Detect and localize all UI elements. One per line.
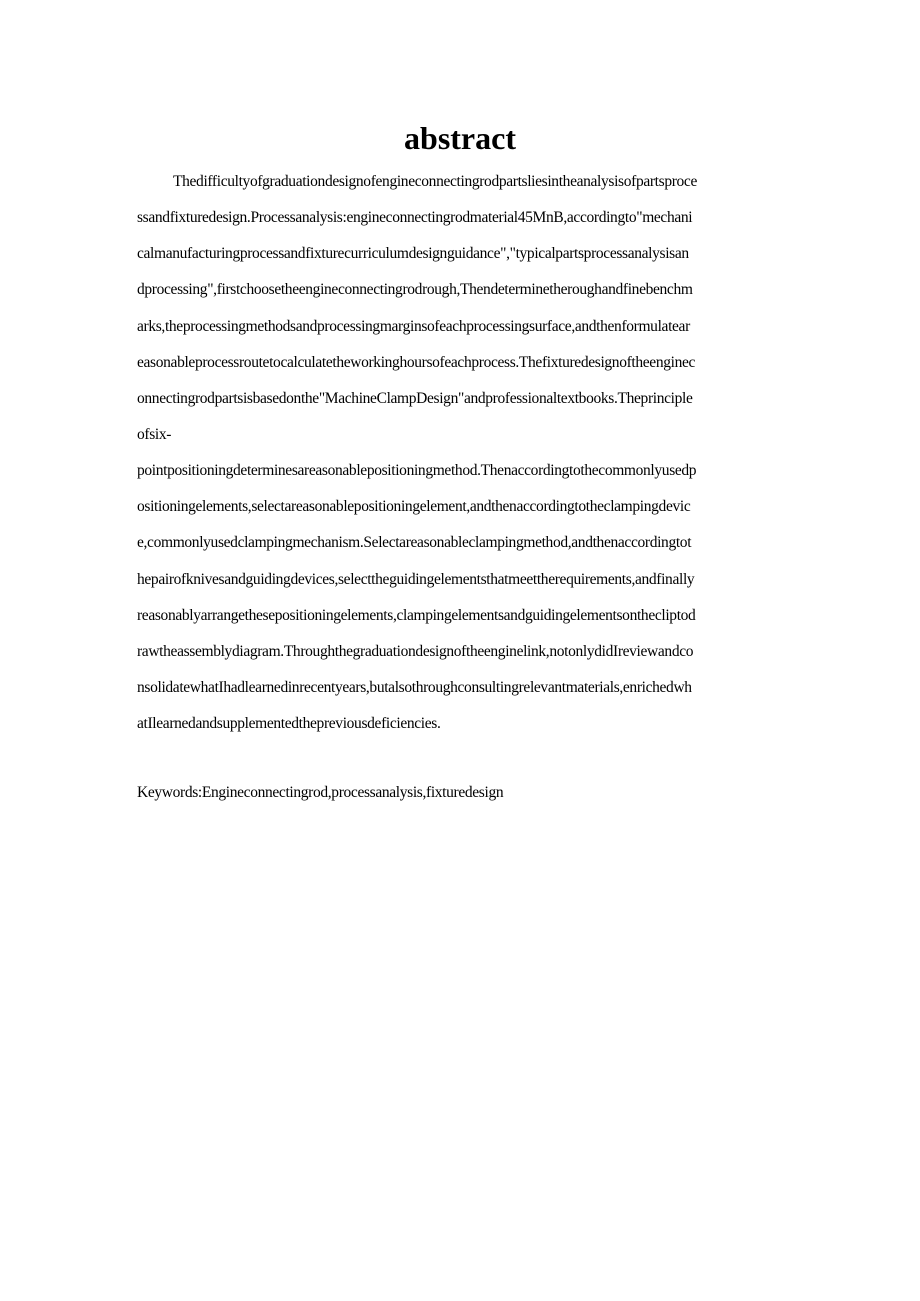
abstract-line: reasonablyarrangethesepositioningelements,clampingelementsandguidingelementsonthecliptod bbox=[137, 606, 696, 624]
abstract-title: abstract bbox=[404, 120, 516, 156]
abstract-line: ofsix- bbox=[137, 425, 172, 443]
abstract-line: hepairofknivesandguidingdevices,selecttheguidingelementsthatmeettherequirements,andfinally bbox=[137, 570, 695, 588]
abstract-line: arks,theprocessingmethodsandprocessingmarginsofeachprocessingsurface,andthenformulatear bbox=[137, 317, 690, 335]
abstract-line: calmanufacturingprocessandfixturecurriculumdesignguidance","typicalpartsprocessanalysisan bbox=[137, 245, 689, 263]
abstract-line: e,commonlyusedclampingmechanism.Selectareasonableclampingmethod,andthenaccordingtot bbox=[137, 534, 692, 552]
abstract-line: rawtheassemblydiagram.Throughthegraduationdesignoftheenginelink,notonlydidIreviewandco bbox=[137, 642, 694, 660]
abstract-line: pointpositioningdeterminesareasonablepositioningmethod.Thenaccordingtothecommonlyusedp bbox=[137, 462, 697, 480]
abstract-line: atIlearnedandsupplementedthepreviousdeficiencies. bbox=[137, 715, 441, 733]
abstract-line: onnectingrodpartsisbasedonthe"MachineClampDesign"andprofessionaltextbooks.Theprinciple bbox=[137, 389, 693, 407]
abstract-body bbox=[137, 164, 787, 742]
abstract-line: dprocessing",firstchoosetheengineconnectingrodrough,Thendeterminetheroughandfinebenchm bbox=[137, 281, 693, 299]
abstract-line: nsolidatewhatIhadlearnedinrecentyears,butalsothroughconsultingrelevantmaterials,enrichedwh bbox=[137, 678, 692, 696]
abstract-line: Thedifficultyofgraduationdesignofengineconnectingrodpartsliesintheanalysisofpartsproce bbox=[173, 173, 697, 190]
keywords-line: Keywords:Engineconnectingrod,processanalysis,fixturedesign bbox=[137, 784, 504, 801]
abstract-line: easonableprocessroutetocalculatetheworkinghoursofeachprocess.Thefixturedesignoftheenginec bbox=[137, 353, 696, 371]
abstract-line: ssandfixturedesign.Processanalysis:engineconnectingrodmaterial45MnB,accordingto"mechani bbox=[137, 209, 693, 227]
abstract-line: ositioningelements,selectareasonablepositioningelement,andthenaccordingtotheclampingdevic bbox=[137, 498, 691, 516]
